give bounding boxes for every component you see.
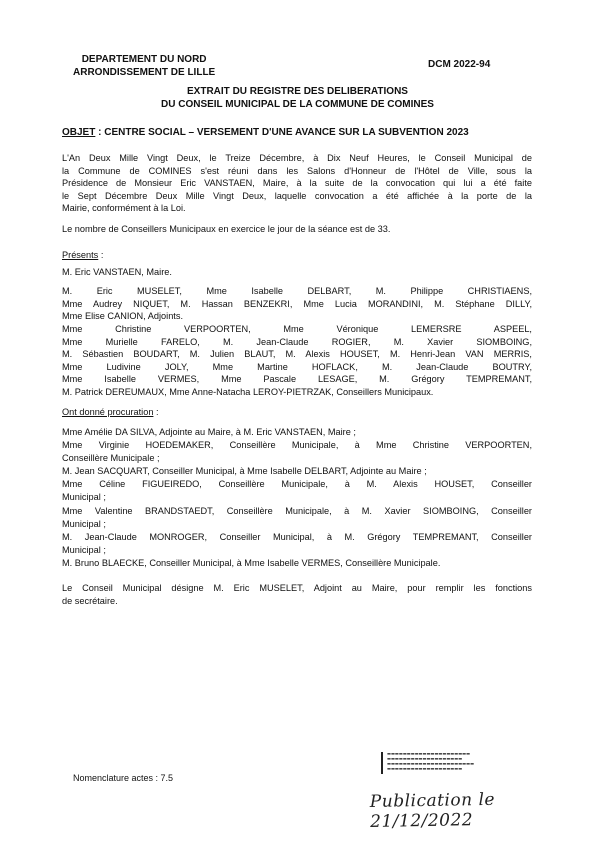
presents-heading-label: Présents: [62, 250, 99, 260]
quorum-line: Le nombre de Conseillers Municipaux en exercice le jour de la séance est de 33.: [62, 224, 391, 234]
procuration-line: M. Jean-Claude MONROGER, Conseiller Municipal, à M. Grégory TEMPREMANT, Conseiller: [62, 531, 532, 542]
arrondissement-name: ARRONDISSEMENT DE LILLE: [73, 67, 216, 78]
adjoints-line: Mme Elise CANION, Adjoints.: [62, 311, 184, 322]
objet-line: [62, 127, 469, 138]
nomenclature-actes: Nomenclature actes : 7.5: [73, 773, 174, 783]
conseillers-line: Mme Christine VERPOORTEN, Mme Véronique LEMERSRE ASPEEL,: [62, 324, 532, 334]
document-title-line: DU CONSEIL MUNICIPAL DE LA COMMUNE DE COMINES: [161, 99, 434, 110]
procuration-heading-colon: :: [153, 407, 159, 417]
conseillers-line: Mme Murielle FARELO, M. Jean-Claude ROGIER, M. Xavier SIOMBOING,: [62, 336, 532, 347]
conseillers-line: M. Patrick DEREUMAUX, Mme Anne-Natacha LEROY-PIETRZAK, Conseillers Municipaux.: [62, 386, 434, 397]
intro-line: Mairie, conformément à la Loi.: [62, 203, 186, 214]
department-header: [73, 53, 215, 79]
document-title: [0, 85, 595, 111]
stamp-text: ▬▬▬▬▬▬▬▬▬▬▬▬▬▬▬▬▬▬▬▬▬: [387, 751, 471, 756]
conseillers-line: Mme Isabelle VERMES, Mme Pascale LESAGE, M. Grégory TEMPREMANT,: [62, 374, 532, 385]
adjoints-line: Mme Audrey NIQUET, M. Hassan BENZEKRI, Mme Lucia MORANDINI, M. Stéphane DILLY,: [62, 298, 532, 309]
intro-line: L'An Deux Mille Vingt Deux, le Treize Décembre, à Dix Neuf Heures, le Conseil Municipal de: [62, 153, 532, 163]
presents-heading-colon: :: [98, 250, 104, 260]
objet-label: OBJET: [62, 127, 96, 138]
secretaire-paragraph: [62, 582, 532, 607]
stamp-text: ▬▬▬▬▬▬▬▬▬▬▬▬▬▬▬▬▬▬▬: [387, 766, 463, 771]
procuration-line: M. Bruno BLAECKE, Conseiller Municipal, à Mme Isabelle VERMES, Conseillère Municipale.: [62, 557, 441, 568]
procuration-line: Municipal ;: [62, 492, 106, 503]
deliberation-reference: DCM 2022-94: [428, 59, 491, 70]
adjoints-line: M. Eric MUSELET, Mme Isabelle DELBART, M. Philippe CHRISTIAENS,: [62, 286, 532, 296]
document-title-line: EXTRAIT DU REGISTRE DES DELIBERATIONS: [187, 86, 408, 97]
presents-maire: M. Eric VANSTAEN, Maire.: [62, 267, 172, 277]
procuration-line: Mme Valentine BRANDSTAEDT, Conseillère Municipale, à M. Xavier SIOMBOING, Conseiller: [62, 505, 532, 516]
procuration-heading-label: Ont donné procuration: [62, 407, 154, 417]
procuration-line: Municipal ;: [62, 544, 106, 555]
stamp-text: ▬▬▬▬▬▬▬▬▬▬▬▬▬▬▬▬▬▬▬▬▬▬: [387, 761, 475, 766]
secretaire-line: de secrétaire.: [62, 595, 118, 606]
procuration-line: Mme Virginie HOEDEMAKER, Conseillère Municipale, à Mme Christine VERPOORTEN,: [62, 440, 532, 451]
procuration-line: Municipal ;: [62, 518, 106, 529]
prefecture-receipt-stamp: [381, 751, 516, 771]
conseillers-line: Mme Ludivine JOLY, Mme Martine HOFLACK, M. Jean-Claude BOUTRY,: [62, 361, 532, 372]
objet-text: : CENTRE SOCIAL – VERSEMENT D'UNE AVANCE SUR LA SUBVENTION 2023: [95, 127, 469, 138]
procuration-line: M. Jean SACQUART, Conseiller Municipal, à Mme Isabelle DELBART, Adjointe au Maire ;: [62, 466, 427, 477]
procuration-line: Mme Céline FIGUEIREDO, Conseillère Municipale, à M. Alexis HOUSET, Conseiller: [62, 479, 532, 490]
intro-line: le Sept Décembre Deux Mille Vingt Deux, laquelle convocation a été affichée à la porte de la: [62, 190, 532, 201]
procuration-line: Mme Amélie DA SILVA, Adjointe au Maire, à M. Eric VANSTAEN, Maire ;: [62, 427, 356, 437]
intro-paragraph: [62, 152, 532, 215]
publication-handwritten-note: Publication le 21/12/2022: [369, 789, 496, 832]
presents-conseillers: [62, 323, 532, 399]
stamp-bar: [381, 752, 383, 774]
procuration-heading: [62, 407, 159, 417]
presents-heading: [62, 250, 103, 260]
procuration-list: [62, 426, 532, 570]
conseillers-line: M. Sébastien BOUDART, M. Julien BLAUT, M. Alexis HOUSET, M. Henri-Jean VAN MERRIS,: [62, 349, 532, 360]
procuration-line: Conseillère Municipale ;: [62, 453, 160, 464]
stamp-text: ▬▬▬▬▬▬▬▬▬▬▬▬▬▬▬▬▬▬▬: [387, 756, 463, 761]
presents-adjoints: [62, 285, 532, 323]
department-name: DEPARTEMENT DU NORD: [81, 54, 207, 65]
secretaire-line: Le Conseil Municipal désigne M. Eric MUSELET, Adjoint au Maire, pour remplir les fonctions: [62, 583, 532, 593]
intro-line: la Commune de COMINES s'est réuni dans les Salons d'Honneur de l'Hôtel de Ville, sous la: [62, 165, 532, 176]
intro-line: Présidence de Monsieur Eric VANSTAEN, Maire, à la suite de la convocation qui lui a été faite: [62, 178, 532, 189]
